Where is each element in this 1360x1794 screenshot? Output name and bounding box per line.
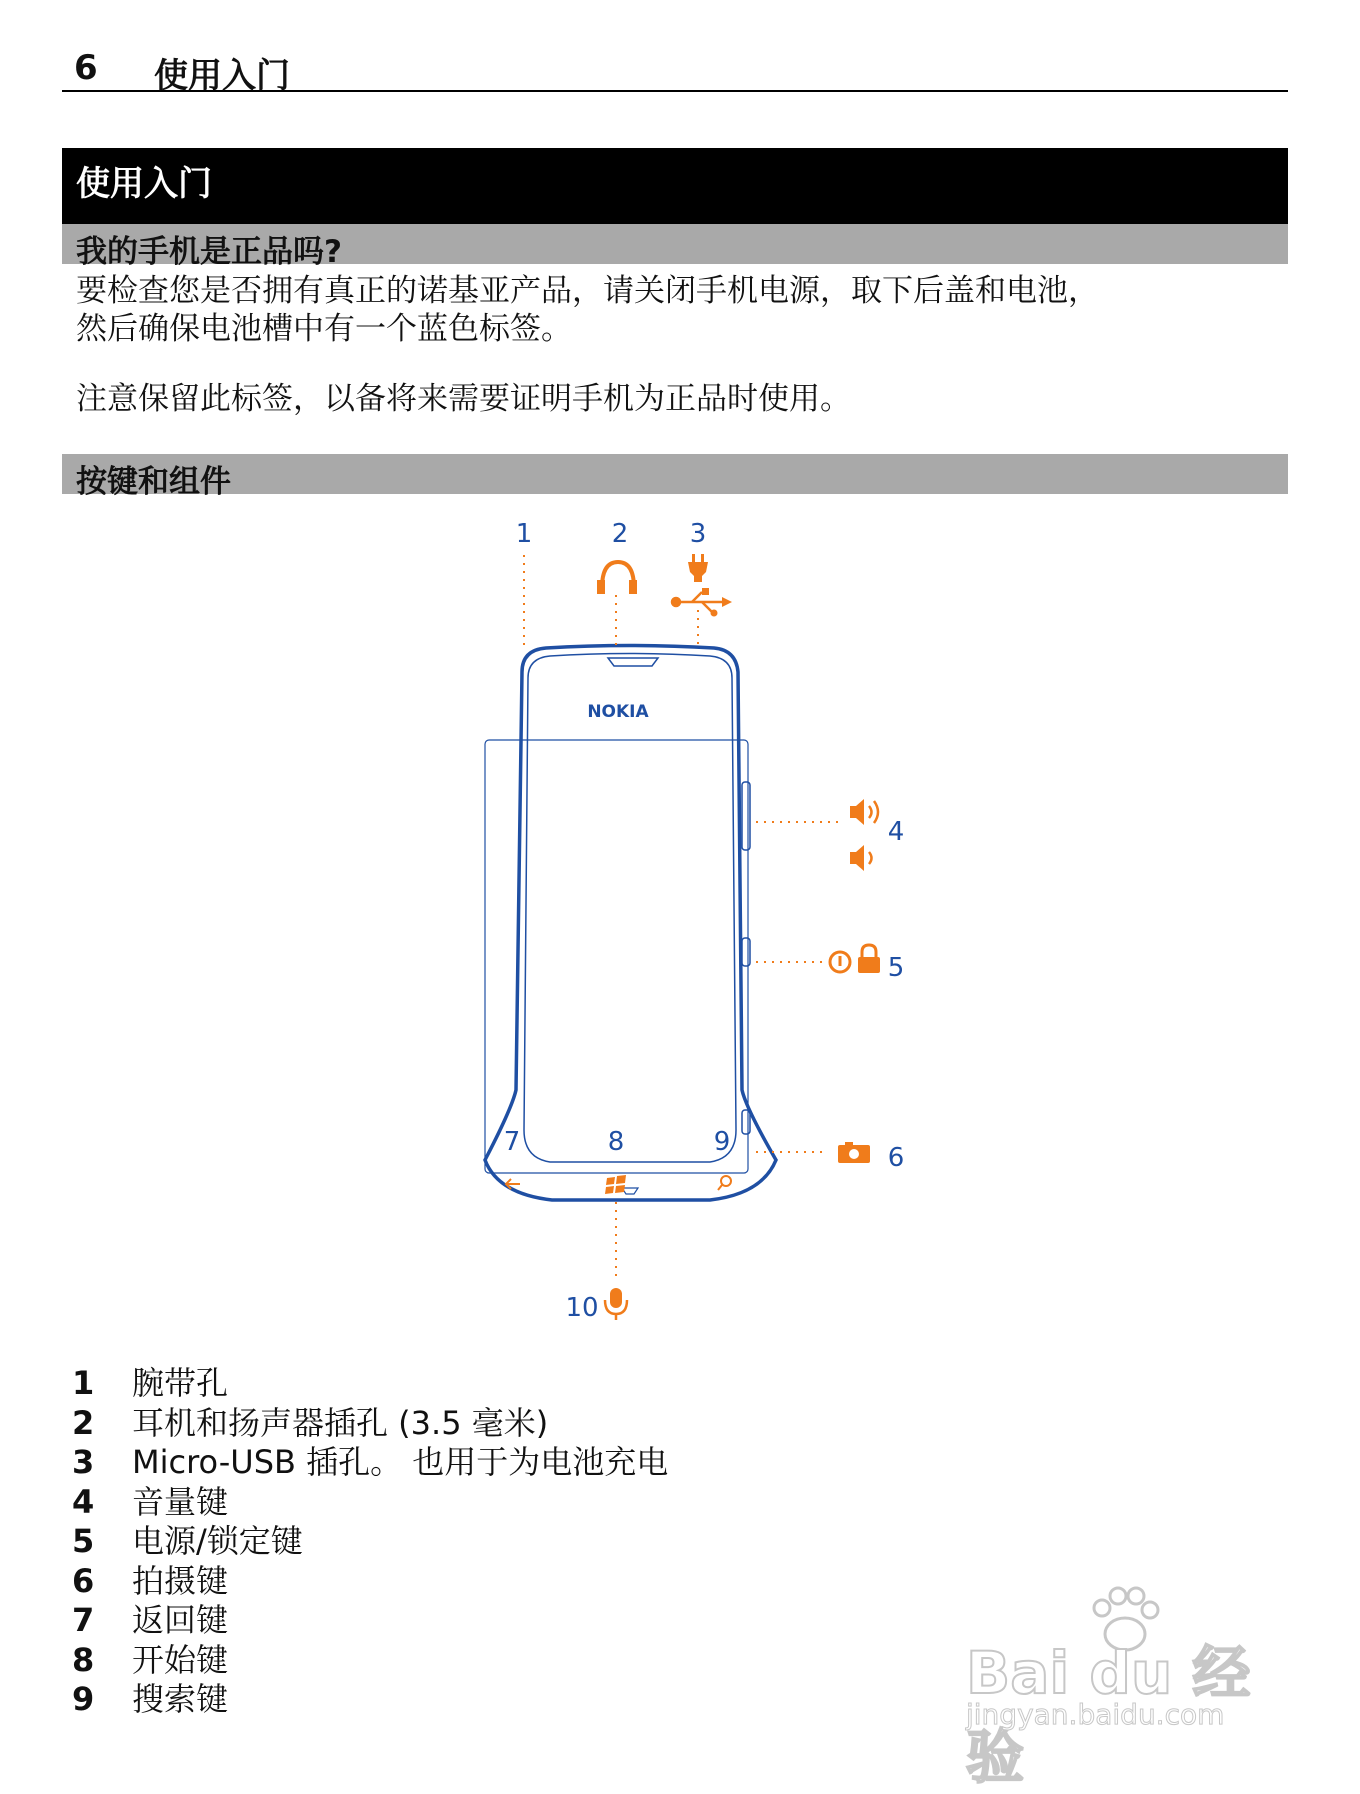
legend-number: 1 — [72, 1364, 95, 1402]
chapter-title: 使用入门 — [76, 164, 212, 204]
callout-9: 9 — [713, 1127, 731, 1157]
callout-10: 10 — [565, 1293, 599, 1323]
legend-text: 腕带孔 — [132, 1364, 229, 1402]
page-title: 使用入门 — [154, 56, 290, 96]
camera-icon — [838, 1142, 870, 1163]
page-number: 6 — [74, 48, 98, 88]
section-heading-text: 按键和组件 — [76, 464, 231, 500]
legend-number: 7 — [72, 1601, 95, 1639]
phone-body — [485, 646, 776, 1201]
callout-2: 2 — [611, 519, 629, 549]
legend-text: Micro-USB 插孔。 也用于为电池充电 — [132, 1443, 669, 1481]
legend-number: 5 — [72, 1522, 95, 1560]
phone-diagram — [440, 510, 920, 1340]
callout-1: 1 — [515, 519, 533, 549]
volume-down-icon — [850, 845, 872, 871]
usb-icon — [672, 588, 732, 617]
section-heading-keys — [62, 454, 1288, 500]
section-heading-genuine — [62, 224, 1288, 270]
legend-number: 9 — [72, 1680, 95, 1718]
legend-number: 8 — [72, 1640, 95, 1679]
chapter-title-bar — [62, 148, 1288, 224]
legend-text: 搜索键 — [132, 1680, 229, 1718]
charger-plug-icon — [688, 554, 708, 582]
back-arrow-icon — [506, 1179, 520, 1189]
legend-number: 3 — [72, 1443, 95, 1481]
callout-3: 3 — [689, 519, 707, 549]
callout-7: 7 — [503, 1127, 521, 1157]
windows-logo-icon — [605, 1175, 626, 1194]
nokia-logo: NOKIA — [587, 702, 649, 722]
watermark-main-text: Bai du 经验 — [966, 1639, 1251, 1791]
legend-number: 6 — [72, 1561, 95, 1600]
callout-8: 8 — [607, 1127, 625, 1157]
paragraph-check-genuine — [76, 272, 1276, 348]
callout-5: 5 — [887, 953, 905, 983]
legend-text: 开始键 — [132, 1640, 229, 1679]
power-icon — [830, 952, 850, 972]
headphone-icon — [597, 562, 637, 594]
paragraph-line: 要检查您是否拥有真正的诺基亚产品，请关闭手机电源，取下后盖和电池， — [76, 273, 1099, 309]
legend-text: 拍摄键 — [132, 1561, 229, 1600]
running-header — [62, 44, 1288, 96]
baidu-watermark — [960, 1586, 1290, 1791]
paragraph-keep-label: 注意保留此标签，以备将来需要证明手机为正品时使用。 — [76, 381, 851, 417]
legend-text: 电源/锁定键 — [132, 1522, 303, 1560]
legend-text: 返回键 — [132, 1601, 229, 1639]
legend-text: 音量键 — [132, 1482, 229, 1521]
paragraph-line: 然后确保电池槽中有一个蓝色标签。 — [76, 311, 572, 347]
volume-up-icon — [850, 799, 878, 825]
legend-text: 耳机和扬声器插孔 (3.5 毫米) — [132, 1403, 549, 1442]
legend-number: 4 — [72, 1482, 95, 1521]
callout-numbers — [504, 519, 905, 1323]
search-icon — [718, 1176, 731, 1190]
legend-number: 2 — [72, 1403, 95, 1442]
lock-icon — [858, 945, 880, 973]
section-heading-text: 我的手机是正品吗? — [76, 234, 342, 270]
callout-4: 4 — [887, 817, 905, 847]
microphone-icon — [605, 1288, 627, 1320]
watermark-url: jingyan.baidu.com — [966, 1698, 1225, 1731]
callout-6: 6 — [887, 1143, 905, 1173]
